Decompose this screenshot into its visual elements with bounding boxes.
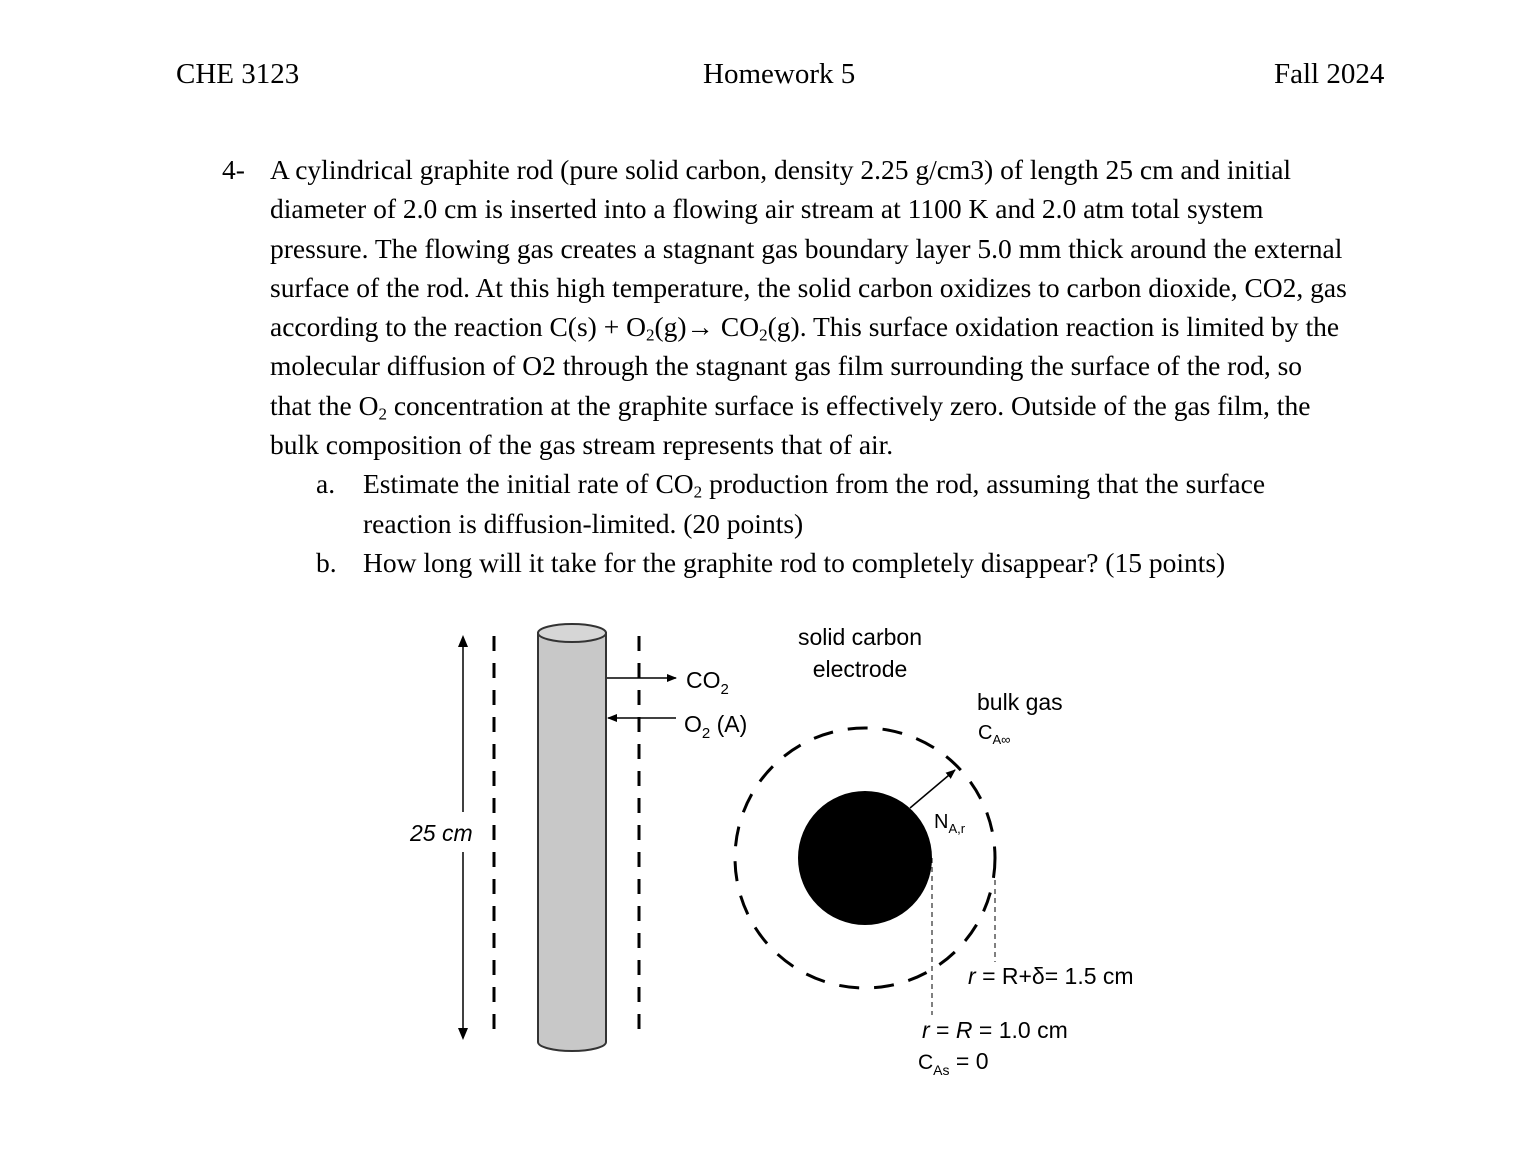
part-label: b. [316, 546, 337, 578]
part-a: a. Estimate the initial rate of $CO_2$ production from the rod, assuming that the surface reaction is diffusion-limited. (20 points) [270, 464, 1400, 543]
part-b: b. How long will it take for the graphite rod to completely disappear? (15 points) [270, 543, 1400, 582]
carbon-cross-section [798, 791, 932, 925]
graphite-rod [538, 624, 606, 1051]
bulk-gas-label: bulk gas [977, 689, 1063, 715]
page-title: Homework 5 [703, 58, 856, 90]
problem-line: that the $O_2$ concentration at the graphite surface is effectively zero. Outside of the gas film, the [270, 389, 1311, 424]
o2-label: $O_2$ (A) [684, 711, 748, 742]
course-code: CHE 3123 [176, 58, 300, 90]
rod-length-label: 25 cm [410, 820, 473, 846]
problem-line: A cylindrical graphite rod (pure solid carbon, density 2.25 g/cm3) of length 25 cm and initial [270, 154, 1292, 185]
electrode-label: electrode [812, 656, 908, 682]
inner-radius-label: r = R = 1.0 cm [922, 1017, 1068, 1043]
problem-line: surface of the rod. At this high temperature, the solid carbon oxidizes to carbon dioxide, CO2, gas [270, 271, 1347, 303]
problem-number: 4- [222, 154, 245, 185]
problem-line: diameter of 2.0 cm is inserted into a flowing air stream at 1100 K and 2.0 atm total system [270, 193, 1264, 225]
electrode-label: solid carbon [797, 624, 923, 650]
outer-radius-label: r = R+δ= 1.5 cm [968, 963, 1134, 989]
co2-label: $CO_2$ [686, 667, 729, 698]
arrow-down-icon [458, 1028, 468, 1040]
radial-flux-arrow [910, 770, 955, 808]
reaction-line: according to the reaction $C(s) + O_2(g)\to CO_2(g)$. This surface oxidation reaction is limited by the [270, 311, 1340, 345]
arrow-up-icon [458, 635, 468, 647]
surface-concentration-label: $C_{As} = 0$ [918, 1048, 989, 1078]
problem-line: pressure. The flowing gas creates a stagnant gas boundary layer 5.0 mm thick around the external [270, 232, 1343, 264]
term-label: Fall 2024 [1274, 58, 1385, 90]
part-label: a. [316, 468, 336, 500]
problem-line: molecular diffusion of O2 through the stagnant gas film surrounding the surface of the rod, so [270, 350, 1303, 382]
flux-label: $N_{A,r}$ [934, 811, 966, 836]
bulk-concentration-label: $C_{A\infty}$ [978, 722, 1011, 747]
problem-line: bulk composition of the gas stream represents that of air. [270, 429, 894, 461]
